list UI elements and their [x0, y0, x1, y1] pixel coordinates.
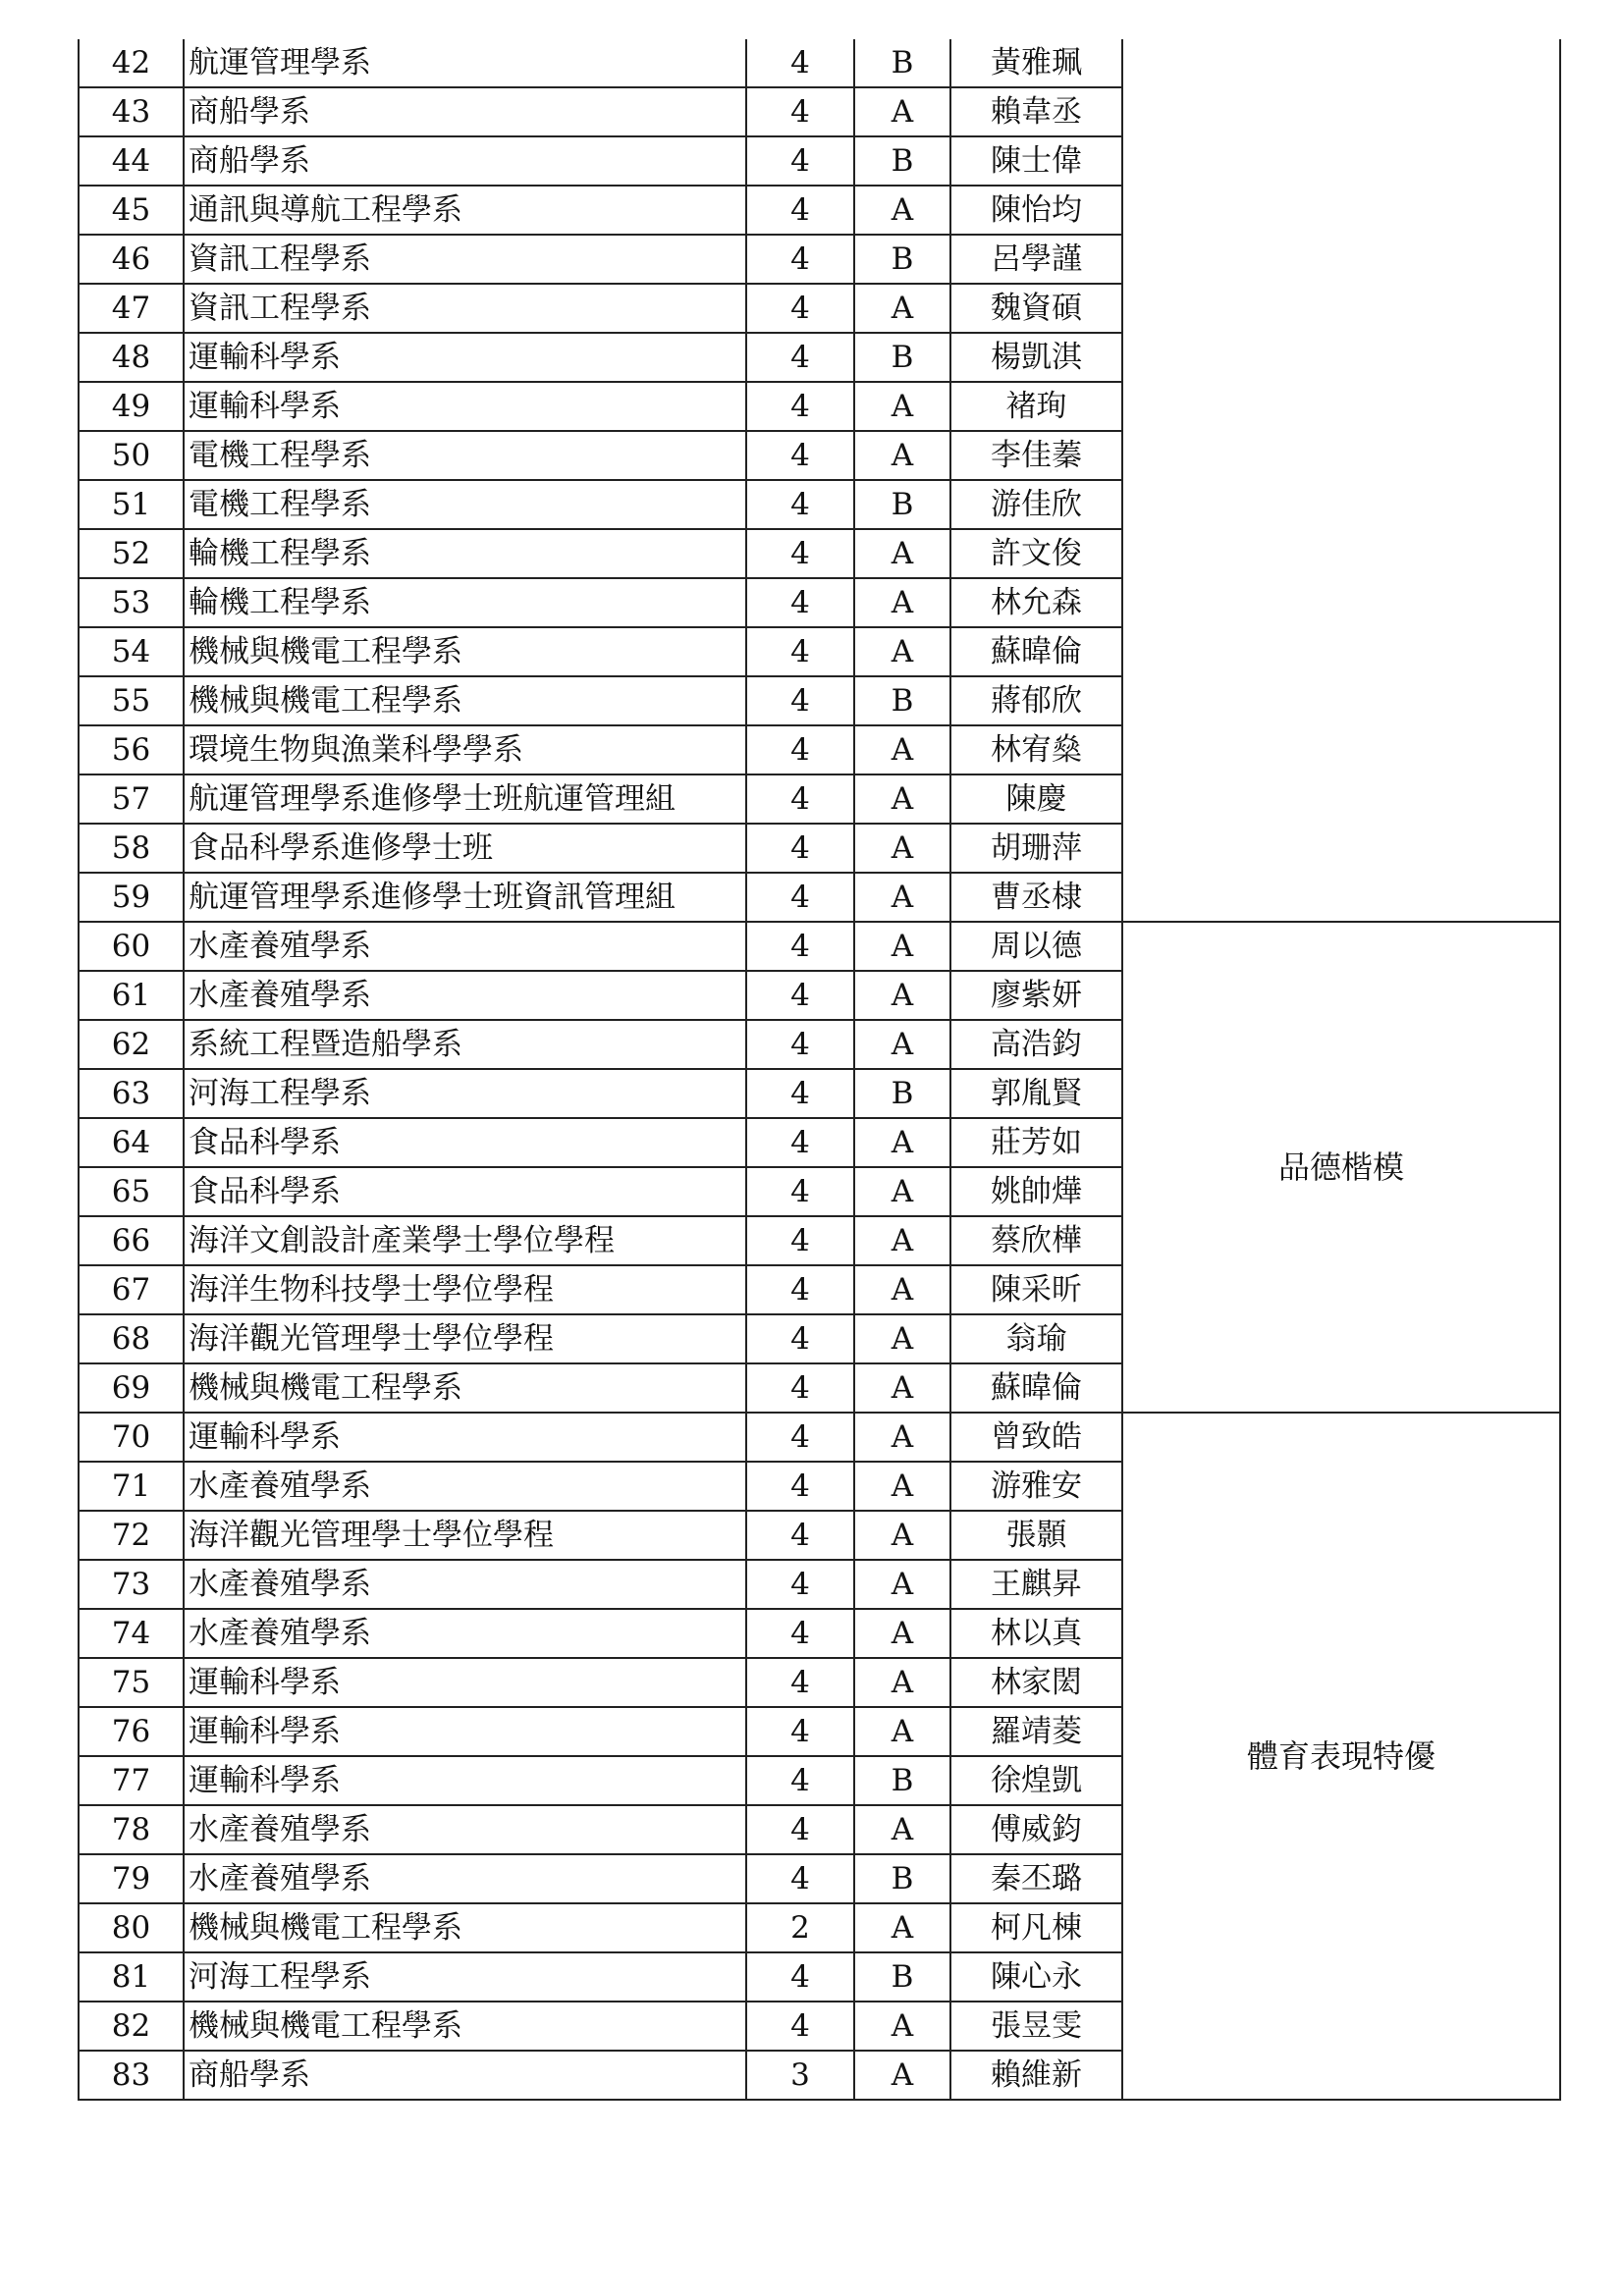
award-category-cell: 體育表現特優: [1122, 1413, 1560, 2100]
row-number: 73: [79, 1560, 184, 1609]
year-cell: 4: [746, 1658, 854, 1707]
year-cell: 4: [746, 333, 854, 382]
row-number: 81: [79, 1952, 184, 2002]
year-cell: 4: [746, 39, 854, 87]
student-name-cell: 褚珣: [950, 382, 1122, 431]
grade-cell: A: [854, 2002, 950, 2051]
year-cell: 4: [746, 87, 854, 136]
student-name-cell: 曹丞棣: [950, 873, 1122, 922]
row-number: 43: [79, 87, 184, 136]
department-cell: 海洋文創設計產業學士學位學程: [184, 1216, 746, 1265]
department-cell: 運輸科學系: [184, 1756, 746, 1805]
department-cell: 河海工程學系: [184, 1952, 746, 2002]
row-number: 77: [79, 1756, 184, 1805]
department-cell: 系統工程暨造船學系: [184, 1020, 746, 1069]
department-cell: 航運管理學系: [184, 39, 746, 87]
year-cell: 4: [746, 431, 854, 480]
grade-cell: A: [854, 431, 950, 480]
department-cell: 水產養殖學系: [184, 1854, 746, 1903]
student-name-cell: 蘇暐倫: [950, 1363, 1122, 1413]
department-cell: 航運管理學系進修學士班航運管理組: [184, 774, 746, 824]
year-cell: 4: [746, 284, 854, 333]
year-cell: 4: [746, 1413, 854, 1462]
year-cell: 4: [746, 235, 854, 284]
row-number: 48: [79, 333, 184, 382]
student-name-cell: 翁瑜: [950, 1314, 1122, 1363]
row-number: 74: [79, 1609, 184, 1658]
grade-cell: B: [854, 136, 950, 186]
department-cell: 海洋觀光管理學士學位學程: [184, 1511, 746, 1560]
student-name-cell: 游佳欣: [950, 480, 1122, 529]
department-cell: 運輸科學系: [184, 1413, 746, 1462]
department-cell: 水產養殖學系: [184, 1560, 746, 1609]
row-number: 80: [79, 1903, 184, 1952]
year-cell: 4: [746, 1069, 854, 1118]
year-cell: 4: [746, 1805, 854, 1854]
grade-cell: A: [854, 774, 950, 824]
year-cell: 4: [746, 1167, 854, 1216]
department-cell: 運輸科學系: [184, 1658, 746, 1707]
department-cell: 商船學系: [184, 2051, 746, 2100]
department-cell: 資訊工程學系: [184, 284, 746, 333]
year-cell: 4: [746, 136, 854, 186]
student-name-cell: 張昱雯: [950, 2002, 1122, 2051]
grade-cell: A: [854, 578, 950, 627]
row-number: 46: [79, 235, 184, 284]
row-number: 47: [79, 284, 184, 333]
year-cell: 4: [746, 774, 854, 824]
student-name-cell: 曾致皓: [950, 1413, 1122, 1462]
year-cell: 4: [746, 480, 854, 529]
student-name-cell: 游雅安: [950, 1462, 1122, 1511]
student-name-cell: 莊芳如: [950, 1118, 1122, 1167]
grade-cell: B: [854, 333, 950, 382]
grade-cell: A: [854, 971, 950, 1020]
student-name-cell: 郭胤賢: [950, 1069, 1122, 1118]
student-name-cell: 柯凡棟: [950, 1903, 1122, 1952]
department-cell: 商船學系: [184, 136, 746, 186]
row-number: 55: [79, 676, 184, 725]
grade-cell: A: [854, 1314, 950, 1363]
student-name-cell: 賴韋丞: [950, 87, 1122, 136]
row-number: 63: [79, 1069, 184, 1118]
grade-cell: A: [854, 873, 950, 922]
student-name-cell: 陳慶: [950, 774, 1122, 824]
department-cell: 河海工程學系: [184, 1069, 746, 1118]
grade-cell: A: [854, 1265, 950, 1314]
award-table: [78, 39, 1561, 2101]
department-cell: 運輸科學系: [184, 1707, 746, 1756]
row-number: 44: [79, 136, 184, 186]
student-name-cell: 陳怡均: [950, 186, 1122, 235]
row-number: 61: [79, 971, 184, 1020]
row-number: 54: [79, 627, 184, 676]
grade-cell: A: [854, 1805, 950, 1854]
row-number: 83: [79, 2051, 184, 2100]
year-cell: 4: [746, 1560, 854, 1609]
student-name-cell: 林家閎: [950, 1658, 1122, 1707]
grade-cell: A: [854, 627, 950, 676]
department-cell: 水產養殖學系: [184, 971, 746, 1020]
grade-cell: B: [854, 1952, 950, 2002]
row-number: 70: [79, 1413, 184, 1462]
department-cell: 水產養殖學系: [184, 1609, 746, 1658]
department-cell: 環境生物與漁業科學學系: [184, 725, 746, 774]
student-name-cell: 胡珊萍: [950, 824, 1122, 873]
table-row: [79, 1413, 1560, 1462]
student-name-cell: 蔣郁欣: [950, 676, 1122, 725]
row-number: 52: [79, 529, 184, 578]
department-cell: 航運管理學系進修學士班資訊管理組: [184, 873, 746, 922]
student-name-cell: 高浩鈞: [950, 1020, 1122, 1069]
year-cell: 4: [746, 1756, 854, 1805]
department-cell: 機械與機電工程學系: [184, 627, 746, 676]
table-row: [79, 39, 1560, 87]
year-cell: 4: [746, 1265, 854, 1314]
department-cell: 水產養殖學系: [184, 1462, 746, 1511]
row-number: 50: [79, 431, 184, 480]
year-cell: 4: [746, 186, 854, 235]
department-cell: 電機工程學系: [184, 431, 746, 480]
student-name-cell: 傅威鈞: [950, 1805, 1122, 1854]
grade-cell: A: [854, 1216, 950, 1265]
student-name-cell: 周以德: [950, 922, 1122, 971]
row-number: 51: [79, 480, 184, 529]
grade-cell: A: [854, 1020, 950, 1069]
department-cell: 資訊工程學系: [184, 235, 746, 284]
student-name-cell: 林允森: [950, 578, 1122, 627]
department-cell: 機械與機電工程學系: [184, 676, 746, 725]
department-cell: 輪機工程學系: [184, 578, 746, 627]
row-number: 67: [79, 1265, 184, 1314]
department-cell: 通訊與導航工程學系: [184, 186, 746, 235]
year-cell: 4: [746, 873, 854, 922]
department-cell: 輪機工程學系: [184, 529, 746, 578]
row-number: 53: [79, 578, 184, 627]
year-cell: 4: [746, 725, 854, 774]
department-cell: 海洋生物科技學士學位學程: [184, 1265, 746, 1314]
student-name-cell: 蔡欣樺: [950, 1216, 1122, 1265]
grade-cell: A: [854, 382, 950, 431]
row-number: 66: [79, 1216, 184, 1265]
grade-cell: A: [854, 1413, 950, 1462]
row-number: 75: [79, 1658, 184, 1707]
grade-cell: A: [854, 186, 950, 235]
student-name-cell: 呂學謹: [950, 235, 1122, 284]
student-name-cell: 王麒昇: [950, 1560, 1122, 1609]
grade-cell: A: [854, 284, 950, 333]
student-name-cell: 姚帥燁: [950, 1167, 1122, 1216]
department-cell: 海洋觀光管理學士學位學程: [184, 1314, 746, 1363]
student-name-cell: 魏資碩: [950, 284, 1122, 333]
year-cell: 4: [746, 1511, 854, 1560]
row-number: 49: [79, 382, 184, 431]
student-name-cell: 陳心永: [950, 1952, 1122, 2002]
student-name-cell: 羅靖菱: [950, 1707, 1122, 1756]
grade-cell: A: [854, 922, 950, 971]
table-row: [79, 922, 1560, 971]
department-cell: 機械與機電工程學系: [184, 1363, 746, 1413]
row-number: 42: [79, 39, 184, 87]
student-name-cell: 賴維新: [950, 2051, 1122, 2100]
row-number: 65: [79, 1167, 184, 1216]
student-name-cell: 陳采昕: [950, 1265, 1122, 1314]
grade-cell: A: [854, 725, 950, 774]
row-number: 62: [79, 1020, 184, 1069]
grade-cell: A: [854, 1462, 950, 1511]
department-cell: 機械與機電工程學系: [184, 1903, 746, 1952]
year-cell: 3: [746, 2051, 854, 2100]
grade-cell: A: [854, 87, 950, 136]
grade-cell: A: [854, 1363, 950, 1413]
year-cell: 4: [746, 1020, 854, 1069]
student-name-cell: 陳士偉: [950, 136, 1122, 186]
award-category-cell: [1122, 39, 1560, 922]
grade-cell: A: [854, 1118, 950, 1167]
year-cell: 2: [746, 1903, 854, 1952]
year-cell: 4: [746, 676, 854, 725]
row-number: 69: [79, 1363, 184, 1413]
grade-cell: A: [854, 2051, 950, 2100]
row-number: 58: [79, 824, 184, 873]
grade-cell: B: [854, 1854, 950, 1903]
department-cell: 水產養殖學系: [184, 1805, 746, 1854]
department-cell: 機械與機電工程學系: [184, 2002, 746, 2051]
row-number: 71: [79, 1462, 184, 1511]
year-cell: 4: [746, 382, 854, 431]
student-name-cell: 楊凱淇: [950, 333, 1122, 382]
grade-cell: A: [854, 529, 950, 578]
row-number: 64: [79, 1118, 184, 1167]
student-name-cell: 張顥: [950, 1511, 1122, 1560]
department-cell: 食品科學系: [184, 1118, 746, 1167]
year-cell: 4: [746, 2002, 854, 2051]
grade-cell: B: [854, 235, 950, 284]
year-cell: 4: [746, 1707, 854, 1756]
student-name-cell: 秦丕璐: [950, 1854, 1122, 1903]
student-name-cell: 林以真: [950, 1609, 1122, 1658]
department-cell: 運輸科學系: [184, 382, 746, 431]
grade-cell: B: [854, 1069, 950, 1118]
grade-cell: A: [854, 1609, 950, 1658]
year-cell: 4: [746, 1609, 854, 1658]
department-cell: 食品科學系: [184, 1167, 746, 1216]
row-number: 76: [79, 1707, 184, 1756]
department-cell: 運輸科學系: [184, 333, 746, 382]
grade-cell: A: [854, 824, 950, 873]
year-cell: 4: [746, 529, 854, 578]
department-cell: 水產養殖學系: [184, 922, 746, 971]
student-name-cell: 廖紫妍: [950, 971, 1122, 1020]
grade-cell: A: [854, 1560, 950, 1609]
row-number: 57: [79, 774, 184, 824]
department-cell: 電機工程學系: [184, 480, 746, 529]
department-cell: 食品科學系進修學士班: [184, 824, 746, 873]
year-cell: 4: [746, 971, 854, 1020]
award-category-cell: 品德楷模: [1122, 922, 1560, 1413]
grade-cell: A: [854, 1658, 950, 1707]
year-cell: 4: [746, 1952, 854, 2002]
grade-cell: B: [854, 39, 950, 87]
student-name-cell: 林宥燊: [950, 725, 1122, 774]
row-number: 68: [79, 1314, 184, 1363]
year-cell: 4: [746, 1854, 854, 1903]
year-cell: 4: [746, 824, 854, 873]
department-cell: 商船學系: [184, 87, 746, 136]
year-cell: 4: [746, 1462, 854, 1511]
year-cell: 4: [746, 1314, 854, 1363]
grade-cell: A: [854, 1511, 950, 1560]
award-table-body: [79, 39, 1560, 2100]
row-number: 78: [79, 1805, 184, 1854]
row-number: 59: [79, 873, 184, 922]
grade-cell: B: [854, 480, 950, 529]
row-number: 60: [79, 922, 184, 971]
row-number: 82: [79, 2002, 184, 2051]
row-number: 79: [79, 1854, 184, 1903]
student-name-cell: 蘇暐倫: [950, 627, 1122, 676]
row-number: 45: [79, 186, 184, 235]
grade-cell: B: [854, 676, 950, 725]
year-cell: 4: [746, 1216, 854, 1265]
year-cell: 4: [746, 1363, 854, 1413]
grade-cell: A: [854, 1167, 950, 1216]
grade-cell: B: [854, 1756, 950, 1805]
student-name-cell: 徐煌凱: [950, 1756, 1122, 1805]
year-cell: 4: [746, 1118, 854, 1167]
year-cell: 4: [746, 578, 854, 627]
year-cell: 4: [746, 922, 854, 971]
grade-cell: A: [854, 1903, 950, 1952]
row-number: 72: [79, 1511, 184, 1560]
year-cell: 4: [746, 627, 854, 676]
student-name-cell: 李佳蓁: [950, 431, 1122, 480]
row-number: 56: [79, 725, 184, 774]
student-name-cell: 許文俊: [950, 529, 1122, 578]
student-name-cell: 黃雅珮: [950, 39, 1122, 87]
grade-cell: A: [854, 1707, 950, 1756]
